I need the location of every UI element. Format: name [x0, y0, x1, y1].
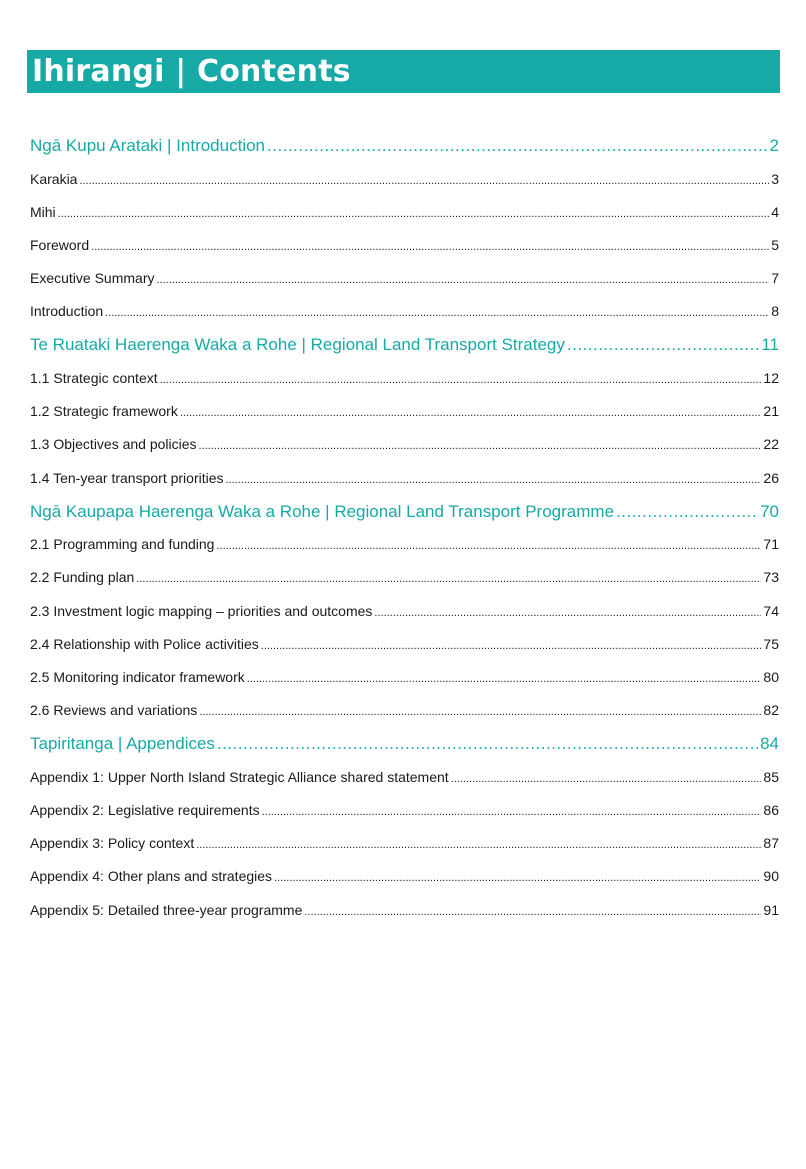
toc-entry[interactable] — [30, 229, 779, 262]
dot-leader — [199, 430, 762, 461]
toc-page-number: 7 — [771, 270, 779, 287]
title-banner — [27, 50, 780, 93]
toc-page-number: 70 — [760, 501, 779, 521]
dot-leader — [451, 763, 762, 794]
toc-page-number: 11 — [761, 335, 779, 355]
toc-entry[interactable] — [30, 595, 779, 628]
toc-page-number: 71 — [763, 536, 779, 553]
dot-leader — [374, 597, 761, 628]
dot-leader — [180, 397, 762, 428]
toc-page-number: 2 — [769, 136, 779, 155]
toc-entry[interactable] — [30, 827, 779, 860]
toc-entry-label: 2.6 Reviews and variations — [30, 702, 198, 719]
toc-entry-label: Appendix 3: Policy context — [30, 835, 195, 852]
toc-entry[interactable] — [30, 860, 779, 893]
toc-entry-label: Appendix 1: Upper North Island Strategic Alliance shared statement — [30, 768, 449, 785]
toc-entry[interactable] — [30, 196, 779, 229]
toc-entry-label: Te Ruataki Haerenga Waka a Rohe | Regional Land Transport Strategy — [30, 335, 565, 355]
toc-entry-label: Introduction — [30, 303, 104, 320]
toc-entry-label: Appendix 2: Legislative requirements — [30, 802, 260, 818]
toc-page-number: 22 — [763, 436, 779, 453]
toc-entry-label: 1.4 Ten-year transport priorities — [30, 469, 224, 486]
toc-entry-label: Appendix 5: Detailed three-year programme — [30, 901, 303, 918]
toc-entry[interactable] — [30, 295, 779, 328]
toc-entry-label: 2.4 Relationship with Police activities — [30, 635, 259, 652]
toc-entry-label: 1.2 Strategic framework — [30, 403, 178, 420]
dot-leader — [79, 165, 769, 196]
page-title: Ihirangi | Contents — [32, 54, 351, 89]
toc-page-number: 75 — [763, 635, 779, 652]
dot-leader — [261, 630, 762, 661]
dot-leader — [58, 198, 770, 229]
toc-entry[interactable] — [30, 794, 779, 827]
toc-entry[interactable] — [30, 163, 779, 196]
toc-entry-label: 1.1 Strategic context — [30, 369, 158, 386]
toc-page-number: 80 — [763, 668, 779, 685]
toc-entry[interactable] — [30, 362, 779, 395]
toc-entry-label: 2.5 Monitoring indicator framework — [30, 668, 245, 685]
toc-page-number: 86 — [763, 802, 779, 818]
toc-entry[interactable] — [30, 561, 779, 594]
toc-page-number: 3 — [771, 170, 779, 187]
toc-page-number: 91 — [763, 901, 779, 918]
toc-entry-label: Mihi — [30, 203, 56, 220]
dot-leader — [156, 264, 769, 295]
toc-section-entry[interactable] — [30, 727, 779, 761]
toc-page-number: 5 — [771, 236, 779, 253]
dot-leader — [262, 796, 762, 827]
toc-entry[interactable] — [30, 395, 779, 428]
toc-section-entry[interactable] — [30, 495, 779, 529]
toc-page-number: 90 — [763, 868, 779, 885]
dot-leader — [616, 495, 758, 529]
dot-leader — [91, 231, 769, 262]
toc-entry-label: 2.2 Funding plan — [30, 569, 135, 586]
toc-page-number: 26 — [763, 469, 779, 486]
toc-section-entry[interactable] — [30, 129, 779, 163]
dot-leader — [136, 563, 761, 594]
toc-entry-label: 2.3 Investment logic mapping – priorities and outcomes — [30, 602, 373, 619]
toc-entry-label: Ngā Kupu Arataki | Introduction — [30, 136, 266, 155]
toc-page-number: 12 — [763, 369, 779, 386]
toc-entry-label: 2.1 Programming and funding — [30, 536, 215, 553]
dot-leader — [567, 328, 759, 362]
toc-page-number: 21 — [763, 403, 779, 420]
toc-page-number: 8 — [771, 303, 779, 320]
toc-entry[interactable] — [30, 694, 779, 727]
dot-leader — [199, 696, 761, 727]
dot-leader — [304, 896, 761, 927]
toc-page-number: 84 — [760, 734, 779, 754]
toc-entry[interactable] — [30, 428, 779, 461]
dot-leader — [216, 530, 761, 561]
toc-entry-label: Ngā Kaupapa Haerenga Waka a Rohe | Regional Land Transport Programme — [30, 501, 615, 521]
toc-entry[interactable] — [30, 894, 779, 927]
toc-entry-label: Karakia — [30, 170, 78, 187]
toc-entry[interactable] — [30, 528, 779, 561]
dot-leader — [160, 364, 762, 395]
toc-page-number: 85 — [763, 768, 779, 785]
table-of-contents — [30, 129, 779, 927]
toc-page-number: 4 — [771, 203, 779, 220]
toc-entry[interactable] — [30, 628, 779, 661]
toc-page-number: 87 — [763, 835, 779, 852]
toc-page-number: 73 — [763, 569, 779, 586]
dot-leader — [196, 829, 761, 860]
toc-page-number: 82 — [763, 702, 779, 719]
toc-entry[interactable] — [30, 262, 779, 295]
toc-entry[interactable] — [30, 661, 779, 694]
dot-leader — [217, 727, 758, 761]
toc-entry-label: Tapiritanga | Appendices — [30, 734, 215, 754]
toc-entry[interactable] — [30, 761, 779, 794]
toc-entry-label: 1.3 Objectives and policies — [30, 436, 197, 453]
toc-page-number: 74 — [763, 602, 779, 619]
dot-leader — [247, 663, 762, 694]
dot-leader — [274, 862, 761, 893]
toc-entry-label: Appendix 4: Other plans and strategies — [30, 868, 273, 885]
toc-entry-label: Foreword — [30, 236, 90, 253]
toc-section-entry[interactable] — [30, 328, 779, 362]
dot-leader — [105, 297, 769, 328]
toc-entry[interactable] — [30, 462, 779, 495]
toc-entry-label: Executive Summary — [30, 270, 155, 287]
dot-leader — [267, 129, 768, 163]
dot-leader — [226, 464, 762, 495]
